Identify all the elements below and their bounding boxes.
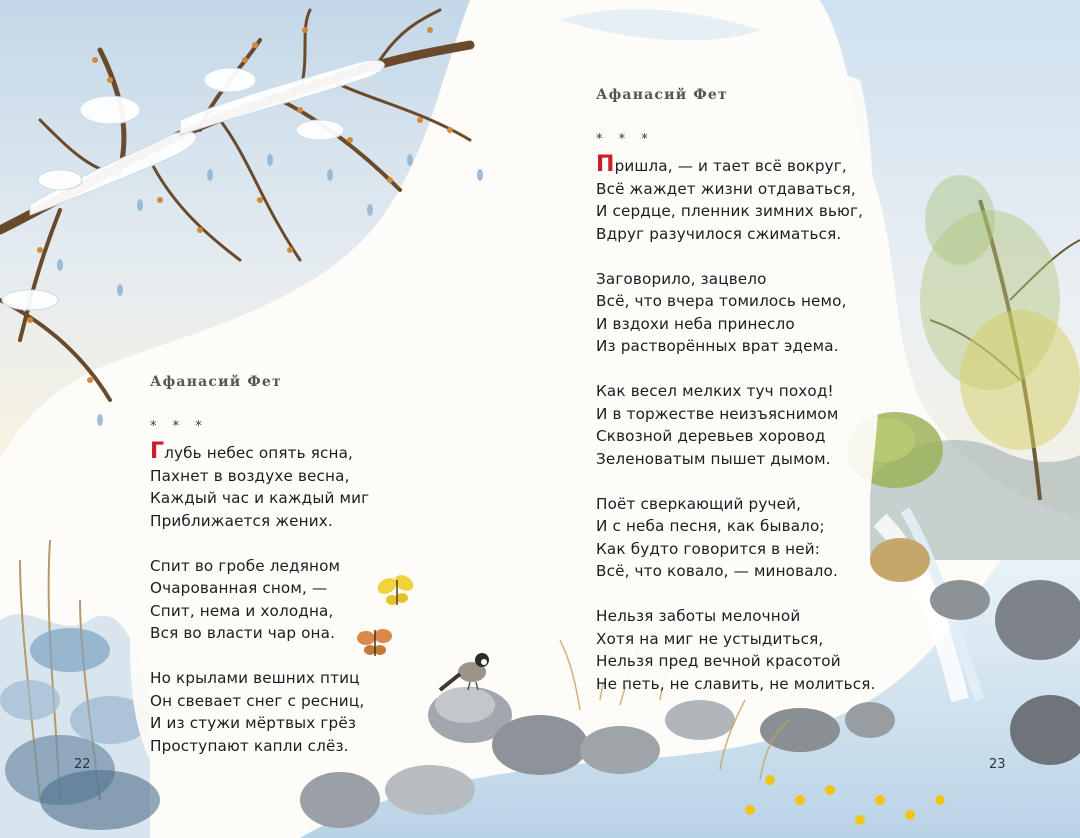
right-line: Не петь, не славить, не молиться. xyxy=(596,674,876,693)
right-line: Всё, что вчера томилось немо, xyxy=(596,292,847,310)
left-line: Каждый час и каждый миг xyxy=(150,489,370,507)
left-line: И из стужи мёртвых грёз xyxy=(150,714,357,732)
right-drop-cap: П xyxy=(596,152,615,177)
left-line: Проступают капли слёз. xyxy=(150,736,349,755)
page-number-right: 23 xyxy=(989,757,1006,772)
right-line: Как весел мелких туч поход! xyxy=(596,382,834,400)
right-line: Зеленоватым пышет дымом. xyxy=(596,449,831,468)
right-stars: * * * xyxy=(596,131,654,147)
left-stanza-2 xyxy=(150,555,390,645)
left-line: лубь небес опять ясна, xyxy=(164,444,354,462)
right-line: Как будто говорится в ней: xyxy=(596,539,821,558)
right-line: Нельзя заботы мелочной xyxy=(596,607,801,625)
right-stanza-2 xyxy=(596,268,876,358)
left-line: Вся во власти чар она. xyxy=(150,624,336,642)
right-stanza-1 xyxy=(596,152,876,245)
right-line: Вдруг разучилося сжиматься. xyxy=(596,224,842,243)
right-line: Всё жаждет жизни отдаваться, xyxy=(596,179,856,198)
bird xyxy=(440,653,489,690)
left-line: Очарованная сном, — xyxy=(150,579,328,597)
left-stanza-1 xyxy=(150,439,390,532)
right-line: И в торжестве неизъяснимом xyxy=(596,404,839,423)
left-poem xyxy=(150,371,390,780)
left-line: Спит, нема и холодна, xyxy=(150,601,334,620)
right-line: Нельзя пред вечной красотой xyxy=(596,652,841,670)
right-line: Из растворённых врат эдема. xyxy=(596,337,839,355)
left-line: Пахнет в воздухе весна, xyxy=(150,466,350,485)
left-drop-cap: Г xyxy=(150,439,165,464)
right-author: Афанасий Фет xyxy=(596,87,728,103)
left-author: Афанасий Фет xyxy=(150,374,282,390)
right-stanza-3 xyxy=(596,380,876,470)
page-number-left: 22 xyxy=(74,757,91,772)
right-line: И вздохи неба принесло xyxy=(596,314,795,333)
left-stanza-3 xyxy=(150,667,390,757)
right-line: Поёт сверкающий ручей, xyxy=(596,494,802,513)
right-line: И с неба песня, как бывало; xyxy=(596,517,825,535)
left-line: Приближается жених. xyxy=(150,511,333,530)
left-line: Он свевает снег с ресниц, xyxy=(150,691,365,710)
right-line: Заговорило, зацвело xyxy=(596,269,767,288)
right-poem xyxy=(596,84,876,718)
right-line: И сердце, пленник зимних вьюг, xyxy=(596,202,864,220)
right-stanza-4 xyxy=(596,493,876,583)
left-line: Спит во гробе ледяном xyxy=(150,556,341,575)
right-line: Всё, что ковало, — миновало. xyxy=(596,562,838,580)
left-line: Но крылами вешних птиц xyxy=(150,669,360,687)
right-stanza-5 xyxy=(596,605,876,695)
right-line: Хотя на миг не устыдиться, xyxy=(596,629,824,648)
right-line: ришла, — и тает всё вокруг, xyxy=(614,157,847,175)
right-line: Сквозной деревьев хоровод xyxy=(596,427,826,445)
left-stars: * * * xyxy=(150,418,208,434)
